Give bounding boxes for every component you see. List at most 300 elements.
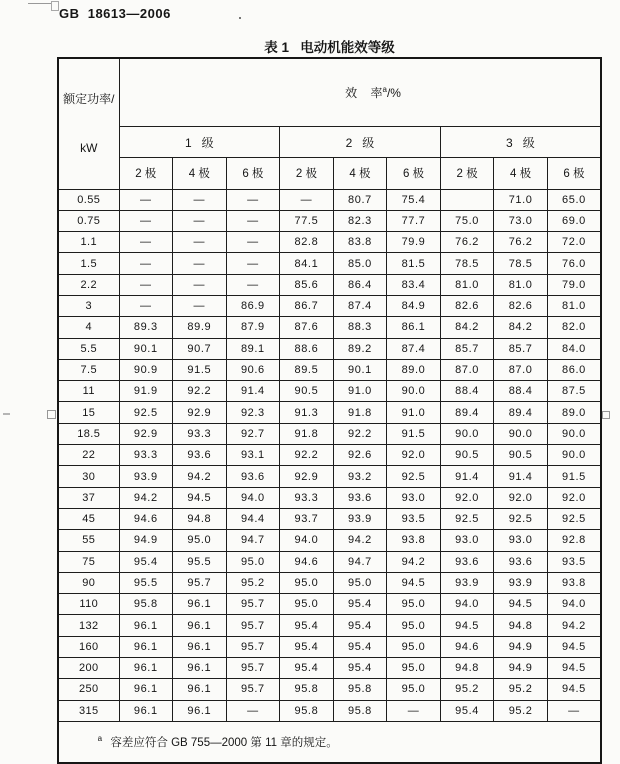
power-value: 7.5 — [58, 359, 119, 380]
efficiency-value: 90.6 — [226, 359, 280, 380]
efficiency-value: 88.3 — [333, 317, 387, 338]
efficiency-value: — — [119, 274, 173, 295]
efficiency-value: 89.5 — [280, 359, 334, 380]
table-row — [58, 381, 601, 402]
efficiency-value: 94.2 — [173, 466, 227, 487]
efficiency-value: 89.1 — [226, 338, 280, 359]
efficiency-value: 94.2 — [333, 530, 387, 551]
power-value: 45 — [58, 508, 119, 529]
efficiency-value: 92.9 — [119, 423, 173, 444]
efficiency-value: 92.5 — [387, 466, 441, 487]
efficiency-value: 94.5 — [547, 658, 601, 679]
efficiency-value: 87.6 — [280, 317, 334, 338]
pole-header: 2 极 — [119, 158, 173, 189]
efficiency-value: 91.5 — [547, 466, 601, 487]
table-row — [58, 210, 601, 231]
efficiency-value: 92.5 — [440, 508, 494, 529]
efficiency-value: 92.2 — [280, 445, 334, 466]
efficiency-value: 95.7 — [226, 636, 280, 657]
power-value: 160 — [58, 636, 119, 657]
efficiency-value: 72.0 — [547, 232, 601, 253]
efficiency-value: 95.8 — [280, 679, 334, 700]
efficiency-value: 73.0 — [494, 210, 548, 231]
efficiency-value: 91.8 — [280, 423, 334, 444]
efficiency-value: 93.6 — [440, 551, 494, 572]
efficiency-value: 94.6 — [119, 508, 173, 529]
efficiency-value: 92.6 — [333, 445, 387, 466]
efficiency-value: 84.1 — [280, 253, 334, 274]
efficiency-value: 94.5 — [440, 615, 494, 636]
efficiency-value: 91.4 — [226, 381, 280, 402]
efficiency-value: 90.5 — [494, 445, 548, 466]
efficiency-value: 91.5 — [173, 359, 227, 380]
efficiency-value: 84.2 — [440, 317, 494, 338]
power-value: 75 — [58, 551, 119, 572]
efficiency-value: 93.6 — [333, 487, 387, 508]
efficiency-value: 90.9 — [119, 359, 173, 380]
power-value: 22 — [58, 445, 119, 466]
table-row — [58, 338, 601, 359]
efficiency-value: 95.7 — [226, 679, 280, 700]
table-row — [58, 615, 601, 636]
efficiency-value: 95.2 — [494, 679, 548, 700]
efficiency-value: 96.1 — [119, 615, 173, 636]
efficiency-value: 93.6 — [494, 551, 548, 572]
efficiency-value: 87.5 — [547, 381, 601, 402]
efficiency-value: 95.2 — [494, 700, 548, 721]
power-value: 200 — [58, 658, 119, 679]
table-footnote — [58, 721, 601, 763]
efficiency-value: 94.2 — [119, 487, 173, 508]
efficiency-value: 84.0 — [547, 338, 601, 359]
efficiency-value: 87.0 — [440, 359, 494, 380]
efficiency-value: 93.6 — [173, 445, 227, 466]
efficiency-value: — — [119, 189, 173, 210]
efficiency-header-text: 效 率 — [345, 86, 383, 101]
efficiency-value: 93.3 — [119, 445, 173, 466]
efficiency-value: 93.3 — [280, 487, 334, 508]
efficiency-table — [57, 57, 602, 764]
efficiency-value: 90.0 — [547, 445, 601, 466]
efficiency-value: 93.0 — [387, 487, 441, 508]
power-value: 250 — [58, 679, 119, 700]
efficiency-unit: /% — [386, 86, 401, 101]
efficiency-value: — — [226, 274, 280, 295]
efficiency-value: 88.4 — [494, 381, 548, 402]
efficiency-value: 96.1 — [119, 679, 173, 700]
table-row — [58, 274, 601, 295]
efficiency-value: 95.7 — [226, 615, 280, 636]
efficiency-value: 77.5 — [280, 210, 334, 231]
efficiency-value: 95.8 — [280, 700, 334, 721]
efficiency-value: 82.8 — [280, 232, 334, 253]
power-value: 1.1 — [58, 232, 119, 253]
efficiency-value: 95.0 — [226, 551, 280, 572]
table-row — [58, 317, 601, 338]
efficiency-value: 94.6 — [280, 551, 334, 572]
efficiency-value: 95.4 — [119, 551, 173, 572]
footnote-marker: a — [97, 734, 103, 744]
efficiency-value: 90.0 — [547, 423, 601, 444]
efficiency-value: 94.0 — [547, 594, 601, 615]
efficiency-value: 86.4 — [333, 274, 387, 295]
efficiency-value: 87.0 — [494, 359, 548, 380]
table-row — [58, 232, 601, 253]
table-row — [58, 423, 601, 444]
efficiency-value: 94.8 — [494, 615, 548, 636]
table-row — [58, 253, 601, 274]
efficiency-value: 76.0 — [547, 253, 601, 274]
efficiency-value: 89.9 — [173, 317, 227, 338]
efficiency-value: 87.4 — [387, 338, 441, 359]
efficiency-value: 95.0 — [387, 679, 441, 700]
efficiency-value: 88.6 — [280, 338, 334, 359]
efficiency-value — [440, 189, 494, 210]
efficiency-value: 85.0 — [333, 253, 387, 274]
efficiency-value: 94.5 — [173, 487, 227, 508]
efficiency-value: 76.2 — [440, 232, 494, 253]
power-value: 5.5 — [58, 338, 119, 359]
table-row — [58, 402, 601, 423]
efficiency-value: 95.0 — [387, 658, 441, 679]
efficiency-value: 94.2 — [547, 615, 601, 636]
efficiency-value: 91.8 — [333, 402, 387, 423]
pole-header: 6 极 — [547, 158, 601, 189]
efficiency-value: 76.2 — [494, 232, 548, 253]
efficiency-value: 95.4 — [280, 658, 334, 679]
efficiency-value: 92.7 — [226, 423, 280, 444]
efficiency-value: — — [119, 253, 173, 274]
efficiency-value: 93.0 — [494, 530, 548, 551]
efficiency-value: 94.7 — [226, 530, 280, 551]
efficiency-value: 93.9 — [494, 572, 548, 593]
efficiency-value: 93.7 — [280, 508, 334, 529]
efficiency-value: 89.2 — [333, 338, 387, 359]
efficiency-value: 94.9 — [494, 636, 548, 657]
efficiency-value: 78.5 — [440, 253, 494, 274]
efficiency-value: 91.5 — [387, 423, 441, 444]
efficiency-value: 92.2 — [173, 381, 227, 402]
efficiency-value: 86.0 — [547, 359, 601, 380]
efficiency-value: 95.0 — [173, 530, 227, 551]
efficiency-value: — — [547, 700, 601, 721]
efficiency-value: 92.8 — [547, 530, 601, 551]
efficiency-value: 71.0 — [494, 189, 548, 210]
efficiency-value: 83.4 — [387, 274, 441, 295]
efficiency-value: 75.4 — [387, 189, 441, 210]
efficiency-value: 87.4 — [333, 295, 387, 316]
efficiency-value: — — [226, 210, 280, 231]
pole-header: 4 极 — [333, 158, 387, 189]
efficiency-value: 94.0 — [226, 487, 280, 508]
efficiency-value: 96.1 — [173, 658, 227, 679]
efficiency-value: 82.3 — [333, 210, 387, 231]
efficiency-value: 90.7 — [173, 338, 227, 359]
efficiency-value: 85.7 — [440, 338, 494, 359]
power-value: 90 — [58, 572, 119, 593]
efficiency-value: 93.5 — [387, 508, 441, 529]
efficiency-value: 95.0 — [280, 572, 334, 593]
efficiency-value: 94.2 — [387, 551, 441, 572]
efficiency-value: 93.8 — [387, 530, 441, 551]
efficiency-value: 90.0 — [440, 423, 494, 444]
power-column-header — [58, 58, 119, 189]
efficiency-value: 96.1 — [173, 679, 227, 700]
efficiency-value: 81.0 — [547, 295, 601, 316]
efficiency-value: 87.9 — [226, 317, 280, 338]
efficiency-value: 95.8 — [333, 679, 387, 700]
power-header-line1: 额定功率/ — [63, 92, 115, 107]
efficiency-value: 92.9 — [173, 402, 227, 423]
efficiency-value: 95.4 — [333, 636, 387, 657]
efficiency-value: 92.0 — [547, 487, 601, 508]
efficiency-value: 86.7 — [280, 295, 334, 316]
efficiency-value: 89.4 — [440, 402, 494, 423]
efficiency-value: 82.0 — [547, 317, 601, 338]
efficiency-value: 95.0 — [280, 594, 334, 615]
scan-artifact-box — [51, 1, 59, 11]
table-row — [58, 508, 601, 529]
efficiency-value: — — [226, 189, 280, 210]
efficiency-value: 80.7 — [333, 189, 387, 210]
efficiency-value: 94.6 — [440, 636, 494, 657]
efficiency-value: 84.9 — [387, 295, 441, 316]
pole-header: 6 极 — [387, 158, 441, 189]
table-row — [58, 487, 601, 508]
table-row — [58, 359, 601, 380]
efficiency-value: 90.1 — [333, 359, 387, 380]
efficiency-value: 95.0 — [387, 594, 441, 615]
efficiency-value: 96.1 — [173, 636, 227, 657]
efficiency-value: 94.9 — [119, 530, 173, 551]
efficiency-value: — — [173, 274, 227, 295]
table-row — [58, 658, 601, 679]
efficiency-value: 86.1 — [387, 317, 441, 338]
pole-header: 4 极 — [494, 158, 548, 189]
power-value: 0.75 — [58, 210, 119, 231]
scan-artifact-box — [602, 411, 610, 419]
efficiency-value: — — [173, 253, 227, 274]
efficiency-value: 94.9 — [494, 658, 548, 679]
efficiency-value: — — [173, 232, 227, 253]
efficiency-value: 92.0 — [440, 487, 494, 508]
efficiency-value: 95.5 — [173, 551, 227, 572]
efficiency-value: 95.2 — [226, 572, 280, 593]
pole-header: 2 极 — [280, 158, 334, 189]
efficiency-value: 92.5 — [119, 402, 173, 423]
efficiency-value: — — [119, 295, 173, 316]
power-value: 0.55 — [58, 189, 119, 210]
efficiency-value: — — [226, 253, 280, 274]
table-row — [58, 189, 601, 210]
table-row — [58, 572, 601, 593]
efficiency-value: 95.4 — [333, 615, 387, 636]
efficiency-value: 92.9 — [280, 466, 334, 487]
efficiency-value: 91.4 — [494, 466, 548, 487]
power-value: 15 — [58, 402, 119, 423]
efficiency-value: 94.0 — [440, 594, 494, 615]
efficiency-value: 90.5 — [280, 381, 334, 402]
table-row — [58, 700, 601, 721]
efficiency-value: 95.0 — [333, 572, 387, 593]
efficiency-value: 92.5 — [494, 508, 548, 529]
efficiency-value: 93.8 — [547, 572, 601, 593]
efficiency-value: 93.1 — [226, 445, 280, 466]
efficiency-value: 89.0 — [387, 359, 441, 380]
efficiency-value: 91.3 — [280, 402, 334, 423]
efficiency-value: 91.0 — [387, 402, 441, 423]
table-row — [58, 295, 601, 316]
efficiency-value: 95.0 — [387, 636, 441, 657]
efficiency-value: 94.8 — [173, 508, 227, 529]
efficiency-value: 91.0 — [333, 381, 387, 402]
efficiency-value: 94.5 — [547, 679, 601, 700]
power-value: 132 — [58, 615, 119, 636]
efficiency-header — [119, 58, 601, 127]
efficiency-value: 94.5 — [387, 572, 441, 593]
efficiency-value: 81.5 — [387, 253, 441, 274]
efficiency-value: 92.0 — [494, 487, 548, 508]
scan-artifact-box — [47, 410, 56, 419]
efficiency-value: 90.0 — [494, 423, 548, 444]
efficiency-value: — — [173, 189, 227, 210]
efficiency-value: 69.0 — [547, 210, 601, 231]
efficiency-value: 89.3 — [119, 317, 173, 338]
footnote-text: 容差应符合 GB 755—2000 第 11 章的规定。 — [104, 736, 338, 749]
efficiency-value: 92.0 — [387, 445, 441, 466]
efficiency-value: 95.7 — [173, 572, 227, 593]
efficiency-value: 92.5 — [547, 508, 601, 529]
power-header-line2: kW — [80, 140, 98, 155]
pole-header: 4 极 — [173, 158, 227, 189]
efficiency-value: 92.3 — [226, 402, 280, 423]
power-value: 18.5 — [58, 423, 119, 444]
pole-header: 6 极 — [226, 158, 280, 189]
efficiency-value: 94.0 — [280, 530, 334, 551]
efficiency-value: 95.7 — [226, 658, 280, 679]
efficiency-value: 65.0 — [547, 189, 601, 210]
table-row — [58, 445, 601, 466]
table-row — [58, 679, 601, 700]
efficiency-value: 96.1 — [173, 594, 227, 615]
efficiency-value: 93.3 — [173, 423, 227, 444]
efficiency-value: — — [173, 210, 227, 231]
efficiency-value: 93.0 — [440, 530, 494, 551]
efficiency-value: 93.6 — [226, 466, 280, 487]
grade-1-header: 1 级 — [119, 127, 280, 158]
efficiency-value: 96.1 — [119, 636, 173, 657]
efficiency-value: 95.8 — [333, 700, 387, 721]
efficiency-value: 93.9 — [119, 466, 173, 487]
efficiency-value: 78.5 — [494, 253, 548, 274]
grade-3-header: 3 级 — [440, 127, 601, 158]
efficiency-value: 95.8 — [119, 594, 173, 615]
table-row — [58, 636, 601, 657]
efficiency-value: — — [119, 232, 173, 253]
efficiency-value: 94.7 — [333, 551, 387, 572]
efficiency-value: 95.4 — [280, 615, 334, 636]
efficiency-value: 79.0 — [547, 274, 601, 295]
power-value: 37 — [58, 487, 119, 508]
scan-artifact-line — [28, 3, 52, 4]
efficiency-value: 94.5 — [547, 636, 601, 657]
efficiency-value: 94.8 — [440, 658, 494, 679]
efficiency-value: — — [387, 700, 441, 721]
efficiency-value: 79.9 — [387, 232, 441, 253]
efficiency-value: 94.4 — [226, 508, 280, 529]
efficiency-value: 93.9 — [440, 572, 494, 593]
efficiency-value: 93.2 — [333, 466, 387, 487]
efficiency-value: 96.1 — [119, 658, 173, 679]
efficiency-value: 95.2 — [440, 679, 494, 700]
efficiency-value: 82.6 — [494, 295, 548, 316]
efficiency-value: 88.4 — [440, 381, 494, 402]
efficiency-value: 96.1 — [119, 700, 173, 721]
efficiency-value: 84.2 — [494, 317, 548, 338]
efficiency-value: 85.7 — [494, 338, 548, 359]
efficiency-value: 86.9 — [226, 295, 280, 316]
efficiency-value: 90.1 — [119, 338, 173, 359]
power-value: 2.2 — [58, 274, 119, 295]
efficiency-value: 95.5 — [119, 572, 173, 593]
pole-header: 2 极 — [440, 158, 494, 189]
table-row — [58, 466, 601, 487]
efficiency-value: 94.5 — [494, 594, 548, 615]
power-value: 30 — [58, 466, 119, 487]
efficiency-value: 90.0 — [387, 381, 441, 402]
efficiency-value: 85.6 — [280, 274, 334, 295]
efficiency-value: 95.4 — [440, 700, 494, 721]
efficiency-value: 95.4 — [333, 594, 387, 615]
power-value: 3 — [58, 295, 119, 316]
efficiency-value: 81.0 — [440, 274, 494, 295]
efficiency-value: — — [119, 210, 173, 231]
efficiency-value: 93.5 — [547, 551, 601, 572]
power-value: 315 — [58, 700, 119, 721]
standard-number: GB 18613—2006 — [59, 6, 171, 21]
efficiency-value: — — [226, 700, 280, 721]
efficiency-value: 92.2 — [333, 423, 387, 444]
power-value: 4 — [58, 317, 119, 338]
scan-artifact-dash — [3, 413, 10, 415]
efficiency-value: 83.8 — [333, 232, 387, 253]
efficiency-value: 75.0 — [440, 210, 494, 231]
efficiency-value: 82.6 — [440, 295, 494, 316]
power-value: 110 — [58, 594, 119, 615]
efficiency-value: 89.4 — [494, 402, 548, 423]
power-value: 55 — [58, 530, 119, 551]
efficiency-value: 95.4 — [333, 658, 387, 679]
efficiency-value: 95.0 — [387, 615, 441, 636]
efficiency-footnote-marker: a — [382, 85, 387, 95]
efficiency-value: 89.0 — [547, 402, 601, 423]
efficiency-value: — — [173, 295, 227, 316]
efficiency-value: 96.1 — [173, 615, 227, 636]
efficiency-value: — — [280, 189, 334, 210]
efficiency-value: 90.5 — [440, 445, 494, 466]
scan-artifact-dot — [239, 17, 241, 19]
table-body — [58, 189, 601, 721]
efficiency-value: 95.7 — [226, 594, 280, 615]
efficiency-value: 93.9 — [333, 508, 387, 529]
efficiency-value: 77.7 — [387, 210, 441, 231]
efficiency-value: 91.9 — [119, 381, 173, 402]
efficiency-value: 91.4 — [440, 466, 494, 487]
efficiency-value: — — [226, 232, 280, 253]
efficiency-value: 96.1 — [173, 700, 227, 721]
efficiency-value: 81.0 — [494, 274, 548, 295]
table-row — [58, 551, 601, 572]
